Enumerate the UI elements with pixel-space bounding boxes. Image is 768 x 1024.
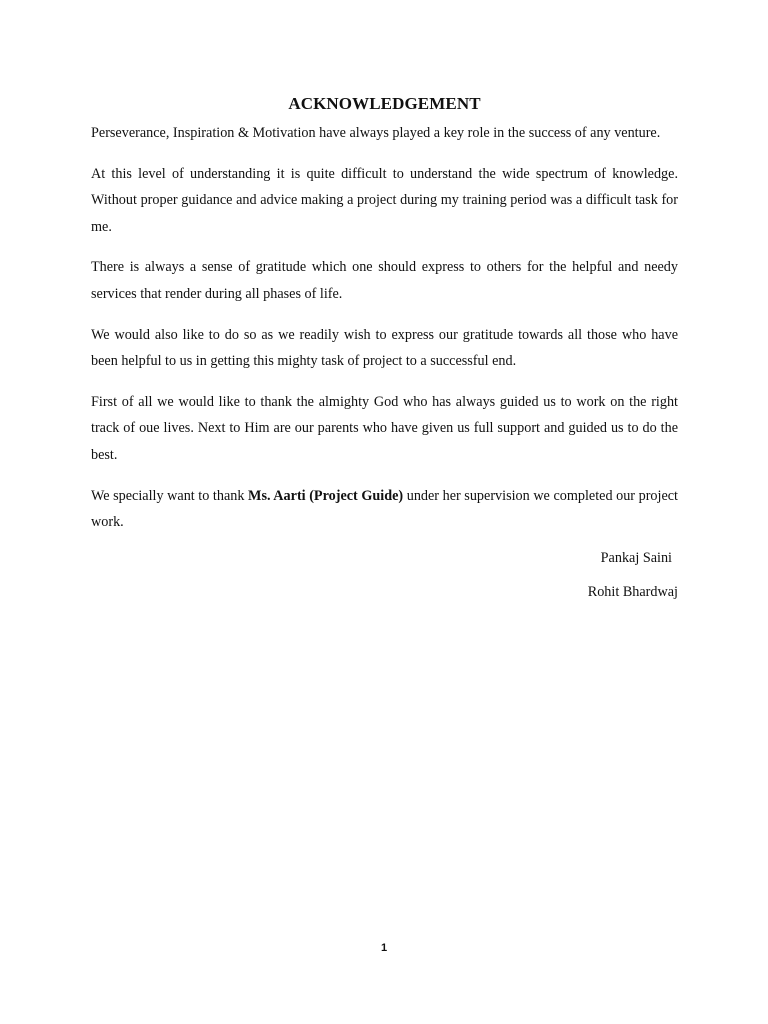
thanks-paragraph (91, 483, 678, 536)
paragraph: There is always a sense of gratitude which one should express to others for the helpful and needy services that render during all phases of life. (91, 259, 678, 302)
signature-block (91, 550, 678, 600)
paragraph: At this level of understanding it is quite difficult to understand the wide spectrum of knowledge. Without proper guidance and advice making a project during my training period was a difficult task for me. (91, 165, 678, 235)
paragraph: We would also like to do so as we readily wish to express our gratitude towards all those who have been helpful to us in getting this mighty task of project to a successful end. (91, 326, 678, 370)
document-body (91, 94, 678, 618)
thanks-prefix: We specially want to thank (91, 487, 249, 504)
page-number: 1 (380, 942, 388, 954)
thanks-suffix: under her supervision we completed our project work. (91, 487, 679, 531)
signature-name: Rohit Bhardwaj (587, 583, 678, 600)
paragraph: Perseverance, Inspiration & Motivation have always played a key role in the success of any venture. (91, 125, 661, 141)
signature-name: Pankaj Saini (600, 549, 672, 566)
page-title: ACKNOWLEDGEMENT (288, 94, 481, 113)
paragraph: First of all we would like to thank the almighty God who has always guided us to work on the right track of oue lives. Next to Him are our parents who have given us full support and guided us to do the best. (91, 393, 678, 463)
project-guide-name: Ms. Aarti (Project Guide) (248, 487, 404, 504)
